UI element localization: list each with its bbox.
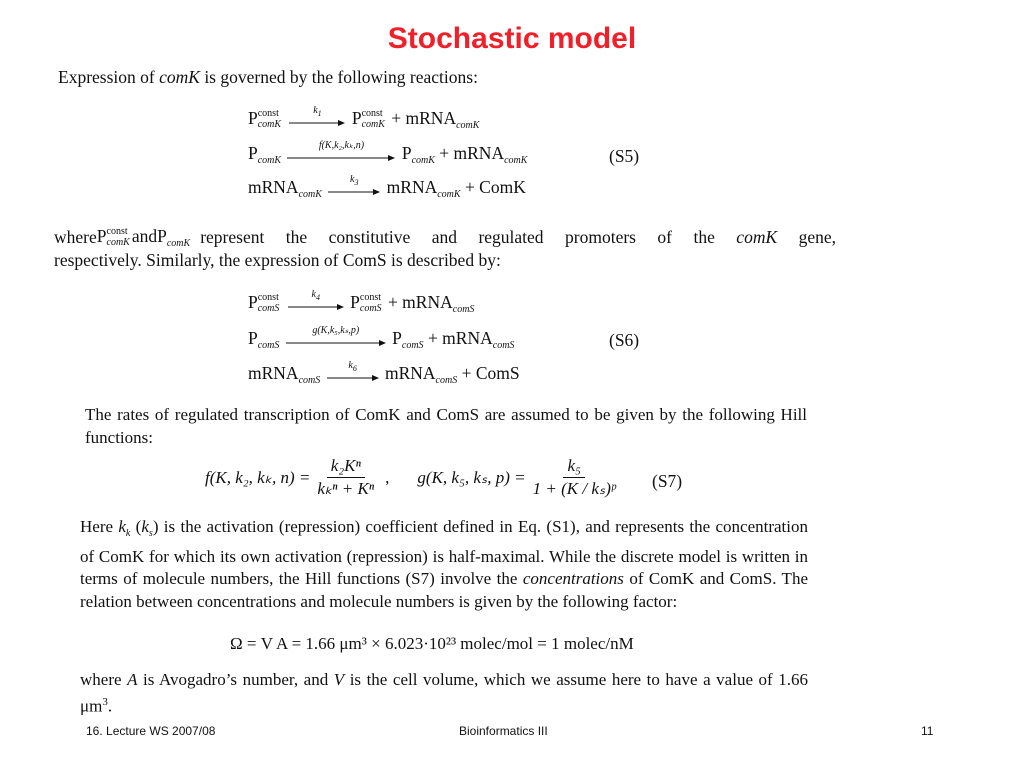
- footer-page-number: 11: [921, 724, 934, 738]
- g-fraction: $\frac{\text{k₅}}{\text{1 + (K / kₛ)ᵖ}}$: [532, 456, 616, 498]
- f-fraction: $\frac{\text{k₂Kⁿ}}{\text{kₖⁿ + Kⁿ}}$: [317, 456, 375, 498]
- omega-equation: Ω = V A = 1.66 μm³ × 6.023·10²³ molec/mol = 1 molec/nM: [230, 634, 634, 653]
- rate-arrow: $k_1$: [289, 111, 345, 129]
- equation-label-s5: (S5): [609, 146, 640, 166]
- reaction-s6-3: mRNA$_{comS}$ $k_6$ mRNA$_{comS}$ + ComS: [248, 359, 520, 386]
- footer-course: Bioinformatics III: [459, 724, 548, 738]
- equation-label-s7: (S7): [652, 471, 683, 491]
- here-paragraph: Here $k_k$ $(k_s)$ is the activation (repression) coefficient defined in Eq. (S1), and represents the concentration of ComK for which its own activation (repression) is half-maximal. While the discrete model is written in terms of molecule numbers, the Hill functions (S7) involve the concentrations of ComK and ComS. The relation between concentrations and molecule numbers is given by the following factor:: [80, 517, 809, 611]
- where-promoters-paragraph: where P const comK and $P_{comK}$ represent the constitutive and regulated promoters of the comK gene, respectively. Similarly, the expression of ComS is described by:: [54, 225, 836, 270]
- f-lhs: f(K, k₂, kₖ, n) =: [205, 467, 311, 487]
- intro-comk: Expression of comK is governed by the following reactions:: [58, 67, 478, 87]
- equation-label-s6: (S6): [609, 330, 640, 350]
- slide-title: Stochastic model: [387, 22, 637, 55]
- reaction-s5-3: mRNA$_{comK}$ $k_3$ mRNA$_{comK}$ + ComK: [248, 173, 526, 200]
- hill-functions-s7: f(K, k₂, kₖ, n) = $\frac{\text{k₂Kⁿ}}{\text{kₖⁿ + Kⁿ}}$ , g(K, k₅, kₛ, p) = $\frac{\text{k₅}}{\text{1 + (K / kₛ)ᵖ}}$: [205, 456, 623, 499]
- rate-arrow: g(K,k₅,kₛ,p): [286, 331, 386, 349]
- rate-arrow: $k_4$: [288, 295, 344, 313]
- reaction-s6-2: $P_{comS}$ g(K,k₅,kₛ,p) $P_{comS}$ + mRNA$_{comS}$: [248, 324, 515, 351]
- g-lhs: g(K, k₅, kₛ, p) =: [417, 467, 526, 487]
- rate-arrow: f(K,k₂,kₖ,n): [287, 146, 395, 164]
- reaction-s5-2: $P_{comK}$ f(K,k₂,kₖ,n) $P_{comK}$ + mRNA$_{comK}$: [248, 139, 528, 166]
- rate-arrow: $k_3$: [328, 180, 380, 198]
- footer-lecture: 16. Lecture WS 2007/08: [86, 724, 216, 738]
- reaction-s5-1: P const comK $k_1$ P const comK + mRNA$_{comK}$: [248, 104, 480, 131]
- rate-arrow: $k_6$: [327, 366, 379, 384]
- avogadro-paragraph: where A is Avogadro’s number, and V is the cell volume, which we assume here to have a value of 1.66 $\mu m^3$.: [80, 670, 808, 716]
- reaction-s6-1: P const comS $k_4$ P const comS + mRNA$_{comS}$: [248, 288, 475, 315]
- rates-paragraph: The rates of regulated transcription of ComK and ComS are assumed to be given by the following Hill functions:: [85, 405, 807, 447]
